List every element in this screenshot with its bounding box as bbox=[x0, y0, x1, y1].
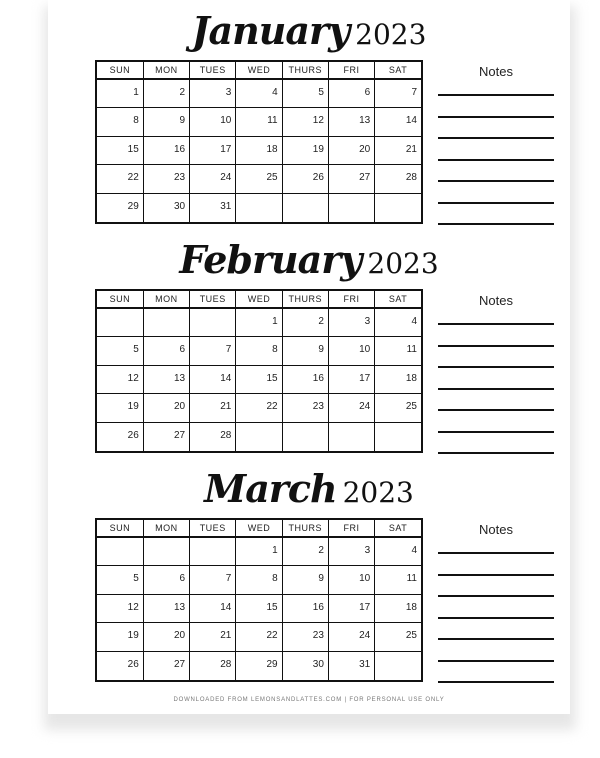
day-cell bbox=[236, 422, 282, 451]
day-cell: 13 bbox=[328, 108, 374, 137]
day-cell bbox=[190, 537, 236, 566]
day-cell: 20 bbox=[143, 394, 189, 423]
day-cell: 31 bbox=[328, 651, 374, 680]
day-cell: 28 bbox=[190, 651, 236, 680]
day-cell: 9 bbox=[282, 566, 328, 595]
day-cell: 25 bbox=[375, 394, 421, 423]
weekday-header: SUN bbox=[97, 520, 143, 537]
footer-credit: DOWNLOADED FROM LEMONSANDLATTES.COM | FOR PERSONAL USE ONLY bbox=[173, 697, 445, 703]
month-title bbox=[48, 237, 570, 289]
day-cell: 14 bbox=[190, 594, 236, 623]
day-cell: 28 bbox=[375, 165, 421, 194]
day-cell: 6 bbox=[143, 337, 189, 366]
week-row bbox=[97, 537, 421, 566]
day-cell bbox=[282, 193, 328, 222]
day-cell: 27 bbox=[143, 651, 189, 680]
calendar-grid bbox=[95, 60, 423, 224]
day-cell bbox=[97, 308, 143, 337]
day-cell: 15 bbox=[236, 365, 282, 394]
day-cell: 26 bbox=[97, 422, 143, 451]
notes-section bbox=[438, 64, 554, 245]
day-cell: 5 bbox=[282, 79, 328, 108]
notes-line bbox=[438, 323, 554, 325]
week-row bbox=[97, 651, 421, 680]
day-cell: 21 bbox=[190, 394, 236, 423]
notes-section bbox=[438, 522, 554, 703]
weekday-header: MON bbox=[143, 520, 189, 537]
day-cell: 2 bbox=[282, 308, 328, 337]
day-cell: 3 bbox=[328, 308, 374, 337]
day-cell: 24 bbox=[328, 623, 374, 652]
day-cell: 23 bbox=[143, 165, 189, 194]
weekday-header: WED bbox=[236, 62, 282, 79]
day-cell: 16 bbox=[143, 136, 189, 165]
day-cell: 6 bbox=[143, 566, 189, 595]
week-row bbox=[97, 308, 421, 337]
day-cell: 4 bbox=[375, 537, 421, 566]
weekday-header: TUES bbox=[190, 291, 236, 308]
day-cell: 10 bbox=[328, 337, 374, 366]
day-cell: 3 bbox=[190, 79, 236, 108]
day-cell: 10 bbox=[190, 108, 236, 137]
weekday-header: TUES bbox=[190, 520, 236, 537]
week-row bbox=[97, 623, 421, 652]
month-name: March bbox=[204, 466, 337, 511]
weekday-header: MON bbox=[143, 62, 189, 79]
day-cell: 19 bbox=[97, 394, 143, 423]
week-row bbox=[97, 422, 421, 451]
notes-label: Notes bbox=[479, 293, 513, 308]
day-cell: 20 bbox=[143, 623, 189, 652]
calendar-grid bbox=[95, 518, 423, 682]
notes-line bbox=[438, 366, 554, 368]
day-cell bbox=[375, 651, 421, 680]
day-cell: 23 bbox=[282, 394, 328, 423]
month-year: 2023 bbox=[342, 476, 414, 509]
day-cell: 1 bbox=[236, 537, 282, 566]
day-cell: 24 bbox=[328, 394, 374, 423]
day-cell: 20 bbox=[328, 136, 374, 165]
notes-line bbox=[438, 617, 554, 619]
day-cell: 4 bbox=[236, 79, 282, 108]
week-row bbox=[97, 337, 421, 366]
weekday-header: WED bbox=[236, 291, 282, 308]
notes-line bbox=[438, 681, 554, 683]
day-cell bbox=[328, 422, 374, 451]
day-cell: 29 bbox=[97, 193, 143, 222]
notes-line bbox=[438, 452, 554, 454]
day-cell: 28 bbox=[190, 422, 236, 451]
day-cell: 13 bbox=[143, 365, 189, 394]
day-cell: 7 bbox=[190, 566, 236, 595]
day-cell: 3 bbox=[328, 537, 374, 566]
notes-line bbox=[438, 345, 554, 347]
month-year: 2023 bbox=[367, 247, 439, 280]
day-cell: 22 bbox=[236, 623, 282, 652]
week-row bbox=[97, 193, 421, 222]
day-cell: 30 bbox=[143, 193, 189, 222]
weekday-header: TUES bbox=[190, 62, 236, 79]
day-cell: 7 bbox=[190, 337, 236, 366]
day-cell bbox=[143, 537, 189, 566]
day-cell: 8 bbox=[97, 108, 143, 137]
day-cell: 8 bbox=[236, 337, 282, 366]
notes-line bbox=[438, 388, 554, 390]
day-cell: 9 bbox=[282, 337, 328, 366]
week-row bbox=[97, 79, 421, 108]
notes-line bbox=[438, 574, 554, 576]
month-name: January bbox=[191, 8, 350, 53]
day-cell: 9 bbox=[143, 108, 189, 137]
day-cell: 22 bbox=[97, 165, 143, 194]
day-cell bbox=[190, 308, 236, 337]
week-row bbox=[97, 566, 421, 595]
week-row bbox=[97, 165, 421, 194]
day-cell: 6 bbox=[328, 79, 374, 108]
day-cell: 15 bbox=[236, 594, 282, 623]
day-cell: 1 bbox=[97, 79, 143, 108]
day-cell: 25 bbox=[375, 623, 421, 652]
notes-line bbox=[438, 552, 554, 554]
calendar-page bbox=[48, 0, 570, 714]
day-cell: 10 bbox=[328, 566, 374, 595]
day-cell bbox=[375, 422, 421, 451]
notes-label: Notes bbox=[479, 64, 513, 79]
day-cell: 21 bbox=[190, 623, 236, 652]
day-cell: 14 bbox=[190, 365, 236, 394]
day-cell: 17 bbox=[328, 365, 374, 394]
day-cell: 26 bbox=[282, 165, 328, 194]
weekday-header: FRI bbox=[328, 291, 374, 308]
day-cell: 4 bbox=[375, 308, 421, 337]
day-cell: 31 bbox=[190, 193, 236, 222]
weekday-header: SAT bbox=[375, 520, 421, 537]
day-cell: 11 bbox=[236, 108, 282, 137]
day-cell: 12 bbox=[282, 108, 328, 137]
notes-section bbox=[438, 293, 554, 474]
day-cell: 17 bbox=[190, 136, 236, 165]
weekday-header: THURS bbox=[282, 62, 328, 79]
notes-line bbox=[438, 137, 554, 139]
day-cell: 17 bbox=[328, 594, 374, 623]
notes-line bbox=[438, 409, 554, 411]
week-row bbox=[97, 594, 421, 623]
day-cell bbox=[97, 537, 143, 566]
day-cell: 16 bbox=[282, 365, 328, 394]
notes-line bbox=[438, 595, 554, 597]
day-cell: 11 bbox=[375, 566, 421, 595]
month-title bbox=[48, 8, 570, 60]
weekday-header: MON bbox=[143, 291, 189, 308]
day-cell: 18 bbox=[375, 365, 421, 394]
day-cell: 27 bbox=[143, 422, 189, 451]
day-cell: 25 bbox=[236, 165, 282, 194]
day-cell bbox=[375, 193, 421, 222]
notes-line bbox=[438, 638, 554, 640]
day-cell: 27 bbox=[328, 165, 374, 194]
day-cell: 12 bbox=[97, 594, 143, 623]
weekday-header: SAT bbox=[375, 62, 421, 79]
day-cell bbox=[328, 193, 374, 222]
day-cell: 2 bbox=[282, 537, 328, 566]
day-cell: 7 bbox=[375, 79, 421, 108]
day-cell: 21 bbox=[375, 136, 421, 165]
day-cell: 2 bbox=[143, 79, 189, 108]
day-cell: 29 bbox=[236, 651, 282, 680]
notes-line bbox=[438, 94, 554, 96]
month-title bbox=[48, 466, 570, 518]
day-cell: 5 bbox=[97, 337, 143, 366]
notes-label: Notes bbox=[479, 522, 513, 537]
weekday-header: SUN bbox=[97, 291, 143, 308]
month-name: February bbox=[179, 237, 362, 282]
day-cell: 22 bbox=[236, 394, 282, 423]
month-year: 2023 bbox=[355, 18, 427, 51]
weekday-header: SAT bbox=[375, 291, 421, 308]
day-cell bbox=[143, 308, 189, 337]
day-cell: 19 bbox=[282, 136, 328, 165]
weekday-header: FRI bbox=[328, 520, 374, 537]
week-row bbox=[97, 108, 421, 137]
day-cell: 18 bbox=[236, 136, 282, 165]
week-row bbox=[97, 394, 421, 423]
weekday-header: WED bbox=[236, 520, 282, 537]
day-cell bbox=[282, 422, 328, 451]
week-row bbox=[97, 136, 421, 165]
day-cell: 12 bbox=[97, 365, 143, 394]
notes-line bbox=[438, 223, 554, 225]
calendar-grid bbox=[95, 289, 423, 453]
day-cell: 18 bbox=[375, 594, 421, 623]
notes-line bbox=[438, 202, 554, 204]
notes-line bbox=[438, 431, 554, 433]
day-cell: 26 bbox=[97, 651, 143, 680]
day-cell bbox=[236, 193, 282, 222]
weekday-header: THURS bbox=[282, 291, 328, 308]
weekday-header: THURS bbox=[282, 520, 328, 537]
day-cell: 8 bbox=[236, 566, 282, 595]
day-cell: 30 bbox=[282, 651, 328, 680]
notes-line bbox=[438, 116, 554, 118]
day-cell: 11 bbox=[375, 337, 421, 366]
day-cell: 15 bbox=[97, 136, 143, 165]
notes-line bbox=[438, 180, 554, 182]
day-cell: 16 bbox=[282, 594, 328, 623]
day-cell: 19 bbox=[97, 623, 143, 652]
day-cell: 1 bbox=[236, 308, 282, 337]
day-cell: 14 bbox=[375, 108, 421, 137]
notes-line bbox=[438, 159, 554, 161]
weekday-header: SUN bbox=[97, 62, 143, 79]
notes-line bbox=[438, 660, 554, 662]
weekday-header: FRI bbox=[328, 62, 374, 79]
day-cell: 24 bbox=[190, 165, 236, 194]
day-cell: 5 bbox=[97, 566, 143, 595]
day-cell: 23 bbox=[282, 623, 328, 652]
day-cell: 13 bbox=[143, 594, 189, 623]
week-row bbox=[97, 365, 421, 394]
